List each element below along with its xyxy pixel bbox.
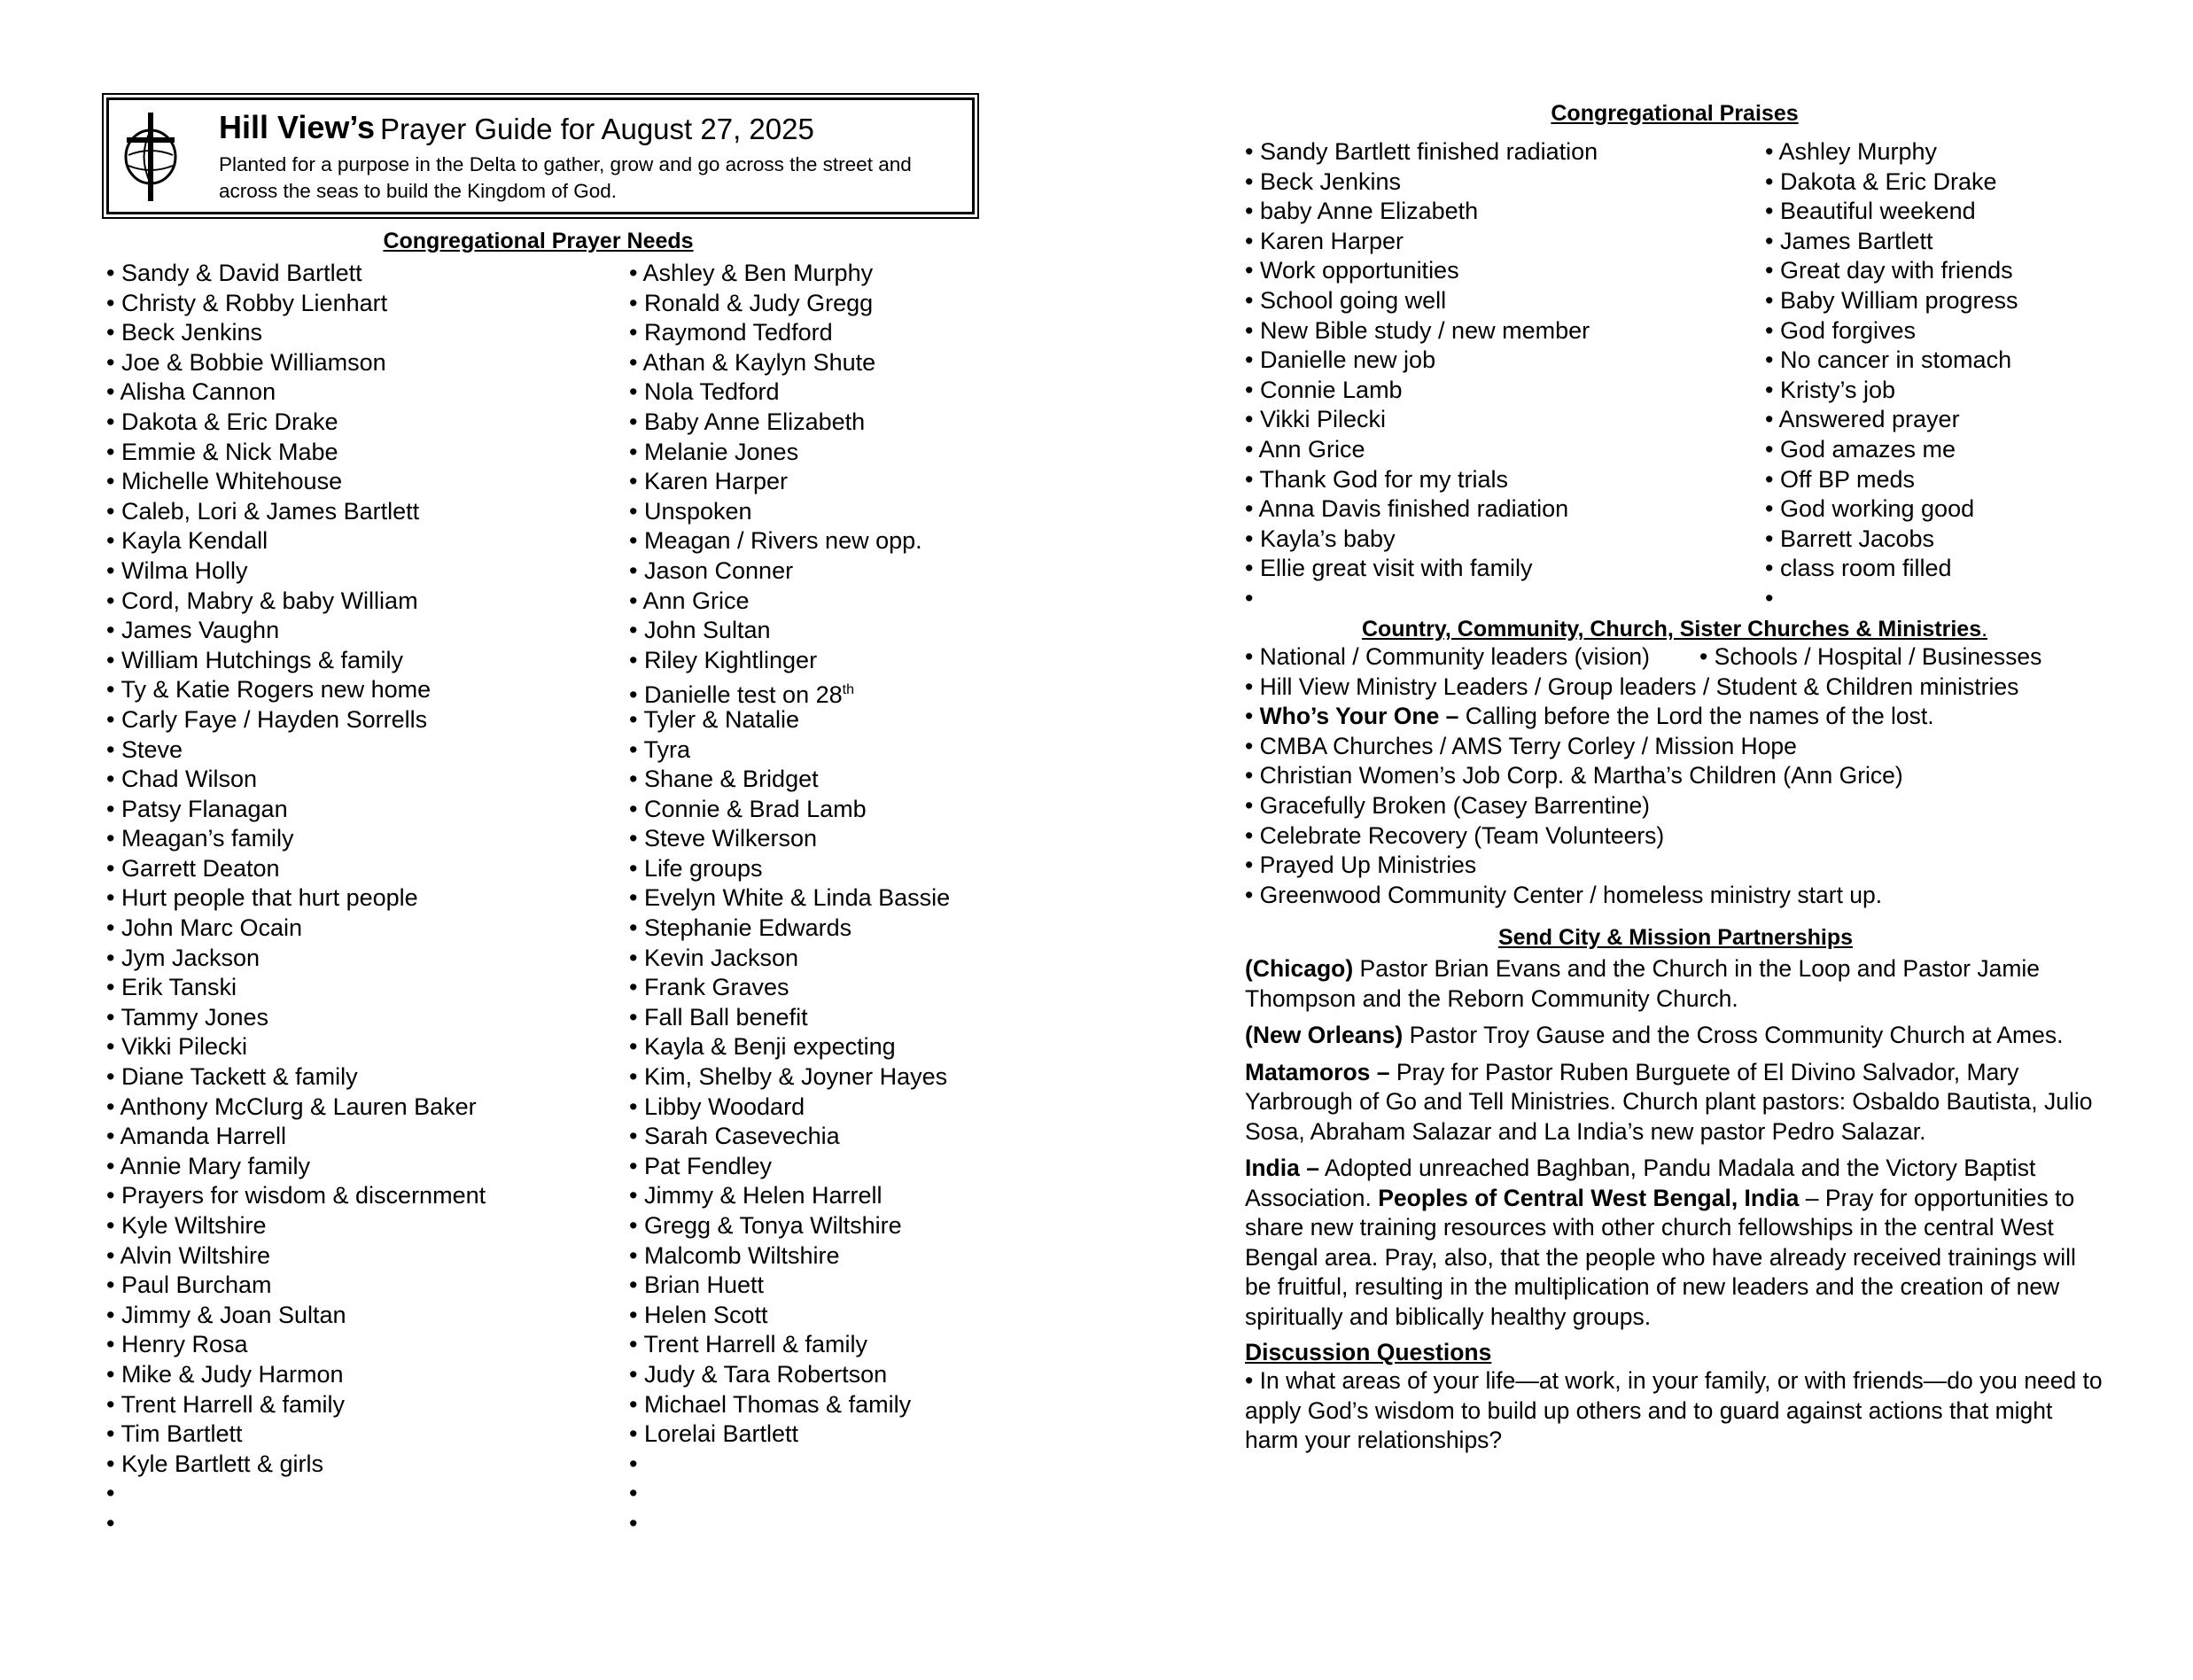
praise-item: • class room filled bbox=[1765, 554, 2119, 584]
prayer-need-item: • Kyle Wiltshire bbox=[106, 1211, 620, 1241]
prayer-need-item: • Erik Tanski bbox=[106, 973, 620, 1003]
prayer-need-item: • Trent Harrell & family bbox=[629, 1330, 984, 1360]
prayer-need-item: • Gregg & Tonya Wiltshire bbox=[629, 1211, 984, 1241]
discussion-question-text: In what areas of your life—at work, in your family, or with friends—do you need to apply God’s wisdom to build up others and to guard against actions that might harm your relationships? bbox=[1245, 1367, 2103, 1453]
prayer-need-item: • Pat Fendley bbox=[629, 1152, 984, 1182]
praise-item: • Beck Jenkins bbox=[1245, 167, 1759, 198]
ministries-heading-wrap: Country, Community, Church, Sister Churches & Ministries. bbox=[1361, 617, 1988, 642]
prayer-need-item: • Tyler & Natalie bbox=[629, 705, 984, 735]
india-peoples-label: Peoples of Central West Bengal, India bbox=[1378, 1184, 1800, 1211]
prayer-need-item: • Tammy Jones bbox=[106, 1003, 620, 1033]
prayer-need-item: • Tim Bartlett bbox=[106, 1419, 620, 1450]
prayer-need-item: • Michael Thomas & family bbox=[629, 1390, 984, 1420]
ministry-item-national: National / Community leaders (vision) bbox=[1259, 643, 1650, 670]
prayer-needs-col1 bbox=[106, 259, 620, 1539]
header-tagline: Planted for a purpose in the Delta to gather, grow and go across the street and across the seas to build the Kingdom of God. bbox=[219, 153, 912, 202]
prayer-need-item: • Riley Kightlinger bbox=[629, 646, 984, 676]
prayer-need-item: • Libby Woodard bbox=[629, 1093, 984, 1123]
matamoros-text: Pray for Pastor Ruben Burguete of El Divino Salvador, Mary Yarbrough of Go and Tell Ministries. Church plant pastors: Osbaldo Bautista, Julio Sosa, Abraham Salazar and La India’s new pastor Pedro Salazar. bbox=[1245, 1058, 2093, 1145]
ministry-item: • Christian Women’s Job Corp. & Martha’s Children (Ann Grice) bbox=[1245, 761, 2104, 791]
praise-item: • Work opportunities bbox=[1245, 256, 1759, 286]
ministries-section bbox=[1245, 617, 2104, 910]
praise-item: • Sandy Bartlett finished radiation bbox=[1245, 137, 1759, 167]
prayer-need-item: • Wilma Holly bbox=[106, 556, 620, 587]
praises-col1 bbox=[1245, 137, 1759, 614]
praise-item: • Answered prayer bbox=[1765, 405, 2119, 435]
prayer-need-item: • Steve Wilkerson bbox=[629, 824, 984, 854]
prayer-need-item: • Kevin Jackson bbox=[629, 944, 984, 974]
praise-item: • James Bartlett bbox=[1765, 227, 2119, 257]
header-title: Hill View’s bbox=[219, 109, 376, 145]
discussion-heading: Discussion Questions bbox=[1245, 1339, 1492, 1365]
prayer-need-item: • Tyra bbox=[629, 735, 984, 766]
praise-item: • Connie Lamb bbox=[1245, 376, 1759, 406]
prayer-need-item: • Shane & Bridget bbox=[629, 765, 984, 795]
prayer-need-item: • Jason Conner bbox=[629, 556, 984, 587]
ministries-heading: Country, Community, Church, Sister Churches & Ministries bbox=[1361, 617, 1982, 642]
prayer-need-item: • Melanie Jones bbox=[629, 438, 984, 468]
new-orleans-label: (New Orleans) bbox=[1245, 1022, 1404, 1048]
india-text-1: Adopted unreached Baghban, Pandu Madala and the Victory Baptist Association. bbox=[1245, 1155, 2036, 1211]
prayer-need-item bbox=[629, 1479, 984, 1509]
praises-section bbox=[1245, 101, 2104, 127]
praise-item: • Danielle new job bbox=[1245, 346, 1759, 376]
prayer-need-item: • Michelle Whitehouse bbox=[106, 467, 620, 497]
praise-item bbox=[1765, 584, 2119, 614]
praise-item: • Karen Harper bbox=[1245, 227, 1759, 257]
send-city-heading: Send City & Mission Partnerships bbox=[1497, 925, 1854, 950]
ministry-item: • Prayed Up Ministries bbox=[1245, 851, 2104, 881]
chicago-paragraph bbox=[1245, 954, 2106, 1014]
prayer-need-item: • Hurt people that hurt people bbox=[106, 883, 620, 914]
prayer-need-item: • Athan & Kaylyn Shute bbox=[629, 348, 984, 378]
header-subtitle: Prayer Guide for August 27, 2025 bbox=[380, 113, 814, 145]
prayer-needs-heading: Congregational Prayer Needs bbox=[383, 229, 694, 253]
prayer-need-item: • Jym Jackson bbox=[106, 944, 620, 974]
discussion-question bbox=[1245, 1366, 2106, 1456]
prayer-need-item: • Beck Jenkins bbox=[106, 318, 620, 348]
prayer-need-item: • Jimmy & Helen Harrell bbox=[629, 1181, 984, 1211]
praise-item: • Ann Grice bbox=[1245, 435, 1759, 465]
prayer-need-item: • Henry Rosa bbox=[106, 1330, 620, 1360]
prayer-need-item: • Judy & Tara Robertson bbox=[629, 1360, 984, 1390]
praise-item: • Ashley Murphy bbox=[1765, 137, 2119, 167]
prayer-need-item: • Meagan / Rivers new opp. bbox=[629, 526, 984, 556]
praise-item: • School going well bbox=[1245, 286, 1759, 316]
prayer-needs-col2 bbox=[629, 259, 984, 1539]
praise-item: • God forgives bbox=[1765, 316, 2119, 346]
prayer-need-item: • Ronald & Judy Gregg bbox=[629, 289, 984, 319]
praises-col2 bbox=[1765, 137, 2119, 614]
praise-item: • Dakota & Eric Drake bbox=[1765, 167, 2119, 198]
church-cross-logo-icon bbox=[121, 111, 180, 203]
prayer-need-item bbox=[106, 1509, 620, 1539]
praise-item: • God working good bbox=[1765, 494, 2119, 525]
prayer-need-item: • Unspoken bbox=[629, 497, 984, 527]
ministry-item bbox=[1245, 702, 2104, 732]
praise-item: • Anna Davis finished radiation bbox=[1245, 494, 1759, 525]
praise-item: • Vikki Pilecki bbox=[1245, 405, 1759, 435]
prayer-need-item: • Jimmy & Joan Sultan bbox=[106, 1301, 620, 1331]
ministry-item-schools: Schools / Hospital / Businesses bbox=[1714, 643, 2042, 670]
prayer-need-item: • Patsy Flanagan bbox=[106, 795, 620, 825]
praise-item: • Ellie great visit with family bbox=[1245, 554, 1759, 584]
matamoros-paragraph bbox=[1245, 1058, 2106, 1147]
prayer-need-item: • Paul Burcham bbox=[106, 1271, 620, 1301]
prayer-need-item: • Fall Ball benefit bbox=[629, 1003, 984, 1033]
praise-item: • Baby William progress bbox=[1765, 286, 2119, 316]
prayer-need-item: • Emmie & Nick Mabe bbox=[106, 438, 620, 468]
praise-item: • God amazes me bbox=[1765, 435, 2119, 465]
prayer-need-item: • William Hutchings & family bbox=[106, 646, 620, 676]
praise-item: • Kristy’s job bbox=[1765, 376, 2119, 406]
prayer-need-item: • Diane Tackett & family bbox=[106, 1062, 620, 1093]
prayer-need-item: • Anthony McClurg & Lauren Baker bbox=[106, 1093, 620, 1123]
prayer-need-item: • Carly Faye / Hayden Sorrells bbox=[106, 705, 620, 735]
bullet-icon: • bbox=[1245, 1367, 1260, 1394]
prayer-need-item: • Ann Grice bbox=[629, 587, 984, 617]
praise-item: • Beautiful weekend bbox=[1765, 197, 2119, 227]
praise-item: • New Bible study / new member bbox=[1245, 316, 1759, 346]
prayer-needs-section bbox=[106, 229, 970, 254]
prayer-need-item: • Mike & Judy Harmon bbox=[106, 1360, 620, 1390]
india-text-2: – Pray for opportunities to share new training resources with other church fellowships in the central West Bengal area. Pray, also, that the people who have already received trainings will be fruitful, resulting in the multiplication of new leaders and the creation of new spiritually and biblically healthy groups. bbox=[1245, 1184, 2076, 1330]
prayer-need-item: • Garrett Deaton bbox=[106, 854, 620, 884]
prayer-need-item: • Frank Graves bbox=[629, 973, 984, 1003]
ministry-item: • CMBA Churches / AMS Terry Corley / Mission Hope bbox=[1245, 732, 2104, 762]
praise-item: • No cancer in stomach bbox=[1765, 346, 2119, 376]
new-orleans-paragraph bbox=[1245, 1021, 2106, 1051]
ministries-list bbox=[1245, 642, 2104, 910]
praise-item: • Off BP meds bbox=[1765, 465, 2119, 495]
prayer-need-item: • Sarah Casevechia bbox=[629, 1122, 984, 1152]
ministry-item: • Celebrate Recovery (Team Volunteers) bbox=[1245, 821, 2104, 852]
new-orleans-text: Pastor Troy Gause and the Cross Community Church at Ames. bbox=[1403, 1022, 2064, 1048]
prayer-need-item: • John Sultan bbox=[629, 616, 984, 646]
prayer-need-item: • Ty & Katie Rogers new home bbox=[106, 675, 620, 705]
prayer-need-item: • Trent Harrell & family bbox=[106, 1390, 620, 1420]
prayer-need-item: • Caleb, Lori & James Bartlett bbox=[106, 497, 620, 527]
prayer-need-item: • Raymond Tedford bbox=[629, 318, 984, 348]
ministry-item: • Gracefully Broken (Casey Barrentine) bbox=[1245, 791, 2104, 821]
prayer-need-item bbox=[629, 1450, 984, 1480]
prayer-need-item: • Kayla Kendall bbox=[106, 526, 620, 556]
prayer-need-item: • Alisha Cannon bbox=[106, 377, 620, 408]
ministry-item: • Greenwood Community Center / homeless ministry start up. bbox=[1245, 881, 2104, 911]
praises-heading: Congregational Praises bbox=[1551, 101, 1799, 126]
prayer-need-item: • Kim, Shelby & Joyner Hayes bbox=[629, 1062, 984, 1093]
praise-item: • baby Anne Elizabeth bbox=[1245, 197, 1759, 227]
prayer-need-item: • Brian Huett bbox=[629, 1271, 984, 1301]
prayer-need-item: • Sandy & David Bartlett bbox=[106, 259, 620, 289]
prayer-need-item: • Baby Anne Elizabeth bbox=[629, 408, 984, 438]
praise-item: • Barrett Jacobs bbox=[1765, 525, 2119, 555]
india-paragraph bbox=[1245, 1154, 2106, 1332]
prayer-need-item bbox=[106, 1479, 620, 1509]
header-box bbox=[106, 97, 975, 214]
prayer-need-item: • Dakota & Eric Drake bbox=[106, 408, 620, 438]
prayer-need-item bbox=[629, 1509, 984, 1539]
prayer-need-item: • Ashley & Ben Murphy bbox=[629, 259, 984, 289]
prayer-need-item: • James Vaughn bbox=[106, 616, 620, 646]
prayer-need-item: • Chad Wilson bbox=[106, 765, 620, 795]
praise-item: • Thank God for my trials bbox=[1245, 465, 1759, 495]
prayer-need-item: • Meagan’s family bbox=[106, 824, 620, 854]
ministry-item: • National / Community leaders (vision) • Schools / Hospital / Businesses bbox=[1245, 642, 2104, 673]
chicago-text: Pastor Brian Evans and the Church in the Loop and Pastor Jamie Thompson and the Reborn Community Church. bbox=[1245, 955, 2041, 1012]
whos-your-one-text: Calling before the Lord the names of the lost. bbox=[1458, 703, 1934, 730]
prayer-need-item: • John Marc Ocain bbox=[106, 914, 620, 944]
prayer-need-item: • Evelyn White & Linda Bassie bbox=[629, 883, 984, 914]
prayer-need-item: • Joe & Bobbie Williamson bbox=[106, 348, 620, 378]
prayer-need-item: • Karen Harper bbox=[629, 467, 984, 497]
prayer-need-item: • Alvin Wiltshire bbox=[106, 1241, 620, 1272]
prayer-need-item: • Cord, Mabry & baby William bbox=[106, 587, 620, 617]
prayer-need-item: • Christy & Robby Lienhart bbox=[106, 289, 620, 319]
prayer-need-item: • Kyle Bartlett & girls bbox=[106, 1450, 620, 1480]
prayer-need-item: • Annie Mary family bbox=[106, 1152, 620, 1182]
prayer-need-item: • Connie & Brad Lamb bbox=[629, 795, 984, 825]
prayer-need-item: • Steve bbox=[106, 735, 620, 766]
india-label: India – bbox=[1245, 1155, 1319, 1181]
praise-item: • Kayla’s baby bbox=[1245, 525, 1759, 555]
prayer-need-item: • Danielle test on 28th bbox=[629, 675, 984, 705]
prayer-need-item: • Stephanie Edwards bbox=[629, 914, 984, 944]
chicago-label: (Chicago) bbox=[1245, 955, 1354, 982]
prayer-need-item: • Vikki Pilecki bbox=[106, 1032, 620, 1062]
praise-item: • Great day with friends bbox=[1765, 256, 2119, 286]
prayer-need-item: • Helen Scott bbox=[629, 1301, 984, 1331]
matamoros-label: Matamoros – bbox=[1245, 1058, 1390, 1085]
prayer-need-item: • Malcomb Wiltshire bbox=[629, 1241, 984, 1272]
whos-your-one-label: Who’s Your One – bbox=[1259, 703, 1459, 730]
send-city-section bbox=[1245, 925, 2106, 1463]
prayer-need-item: • Lorelai Bartlett bbox=[629, 1419, 984, 1450]
prayer-need-item: • Nola Tedford bbox=[629, 377, 984, 408]
prayer-need-item: • Amanda Harrell bbox=[106, 1122, 620, 1152]
ministry-item: • Hill View Ministry Leaders / Group leaders / Student & Children ministries bbox=[1245, 673, 2104, 703]
praise-item bbox=[1245, 584, 1759, 614]
prayer-need-item: • Kayla & Benji expecting bbox=[629, 1032, 984, 1062]
prayer-need-item: • Prayers for wisdom & discernment bbox=[106, 1181, 620, 1211]
prayer-need-item: • Life groups bbox=[629, 854, 984, 884]
